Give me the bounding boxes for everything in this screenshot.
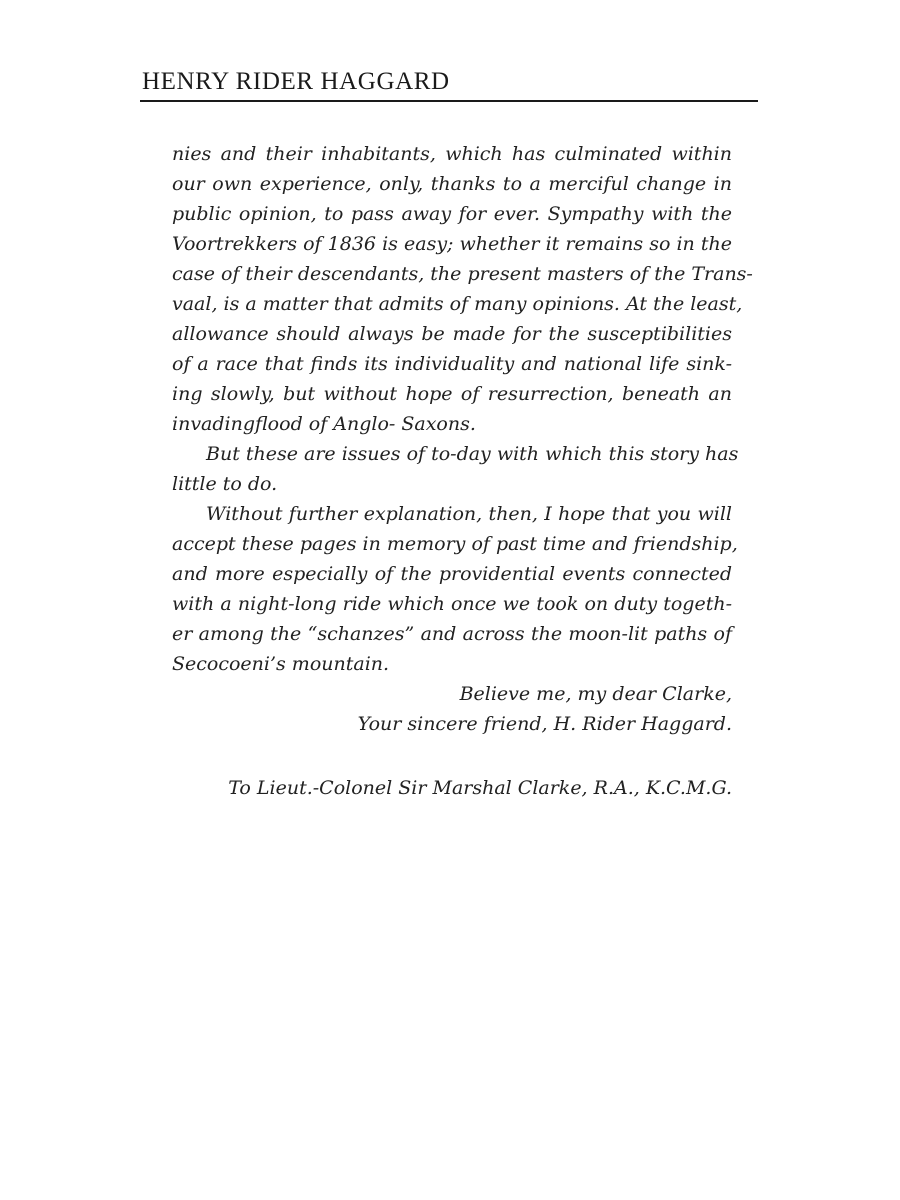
text-line: nies and their inhabitants, which has culminated within [172, 143, 732, 165]
text-line: But these are issues of to-day with which this story has [206, 443, 739, 465]
text-line: allowance should always be made for the susceptibilities [172, 323, 732, 345]
body-text [172, 139, 753, 739]
text-line: public opinion, to pass away for ever. Sympathy with the [172, 203, 732, 225]
text-line: vaal, is a matter that admits of many opinions. At the least, [172, 293, 743, 315]
dedication-line: To Lieut.-Colonel Sir Marshal Clarke, R.A., K.C.M.G. [228, 777, 732, 799]
text-line: accept these pages in memory of past time and friendship, [172, 533, 738, 555]
text-line: invadingflood of Anglo- Saxons. [172, 413, 476, 435]
text-line: and more especially of the providential events connected [172, 563, 732, 585]
text-line: er among the “schanzes” and across the moon-lit paths of [172, 623, 732, 645]
text-line: with a night-long ride which once we took on duty togeth- [172, 593, 732, 615]
signature-closing: Believe me, my dear Clarke, [459, 683, 732, 705]
text-line: Without further explanation, then, I hope that you will [206, 503, 732, 525]
text-line: ing slowly, but without hope of resurrection, beneath an [172, 383, 732, 405]
text-line: case of their descendants, the present masters of the Trans- [172, 263, 753, 285]
running-head-title: HENRY RIDER HAGGARD [142, 68, 450, 95]
text-line: of a race that finds its individuality and national life sink- [172, 353, 732, 375]
text-line: Secocoeni’s mountain. [172, 653, 390, 675]
text-line: little to do. [172, 473, 278, 495]
signature-name: Your sincere friend, H. Rider Haggard. [357, 713, 732, 735]
text-line: our own experience, only, thanks to a merciful change in [172, 173, 732, 195]
text-line: Voortrekkers of 1836 is easy; whether it remains so in the [172, 233, 732, 255]
header-rule [140, 100, 758, 102]
